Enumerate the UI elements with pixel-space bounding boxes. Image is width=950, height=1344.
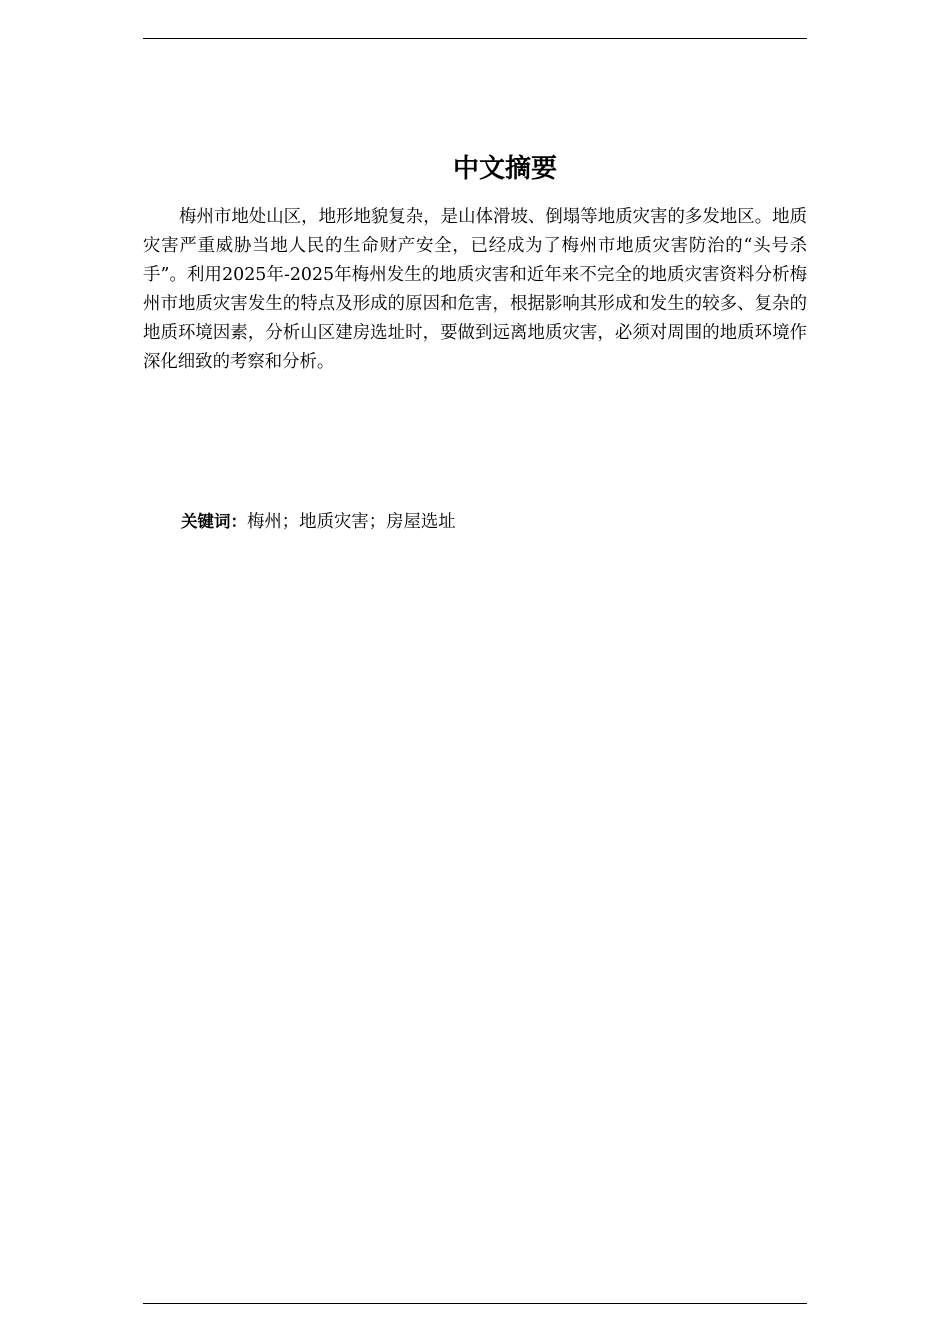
keywords-label: 关键词： <box>181 512 247 531</box>
page-title: 中文摘要 <box>452 154 557 184</box>
keywords-line <box>181 507 781 537</box>
footer-rule <box>143 1303 807 1304</box>
keywords-text: 梅州；地质灾害；房屋选址 <box>247 512 456 532</box>
abstract-paragraph: 梅州市地处山区，地形地貌复杂，是山体滑坡、倒塌等地质灾害的多发地区。地质灾害严重威胁当地人民的生命财产安全，已经成为了梅州市地质灾害防治的“头号杀手”。利用2025年-2025年梅州发生的地质灾害和近年来不完全的地质灾害资料分析梅州市地质灾害发生的特点及形成的原因和危害，根据影响其形成和发生的较多、复杂的地质环境因素，分析山区建房选址时，要做到远离地质灾害，必须对周围的地质环境作深化细致的考察和分析。 <box>143 207 807 372</box>
header-rule <box>143 38 807 39</box>
